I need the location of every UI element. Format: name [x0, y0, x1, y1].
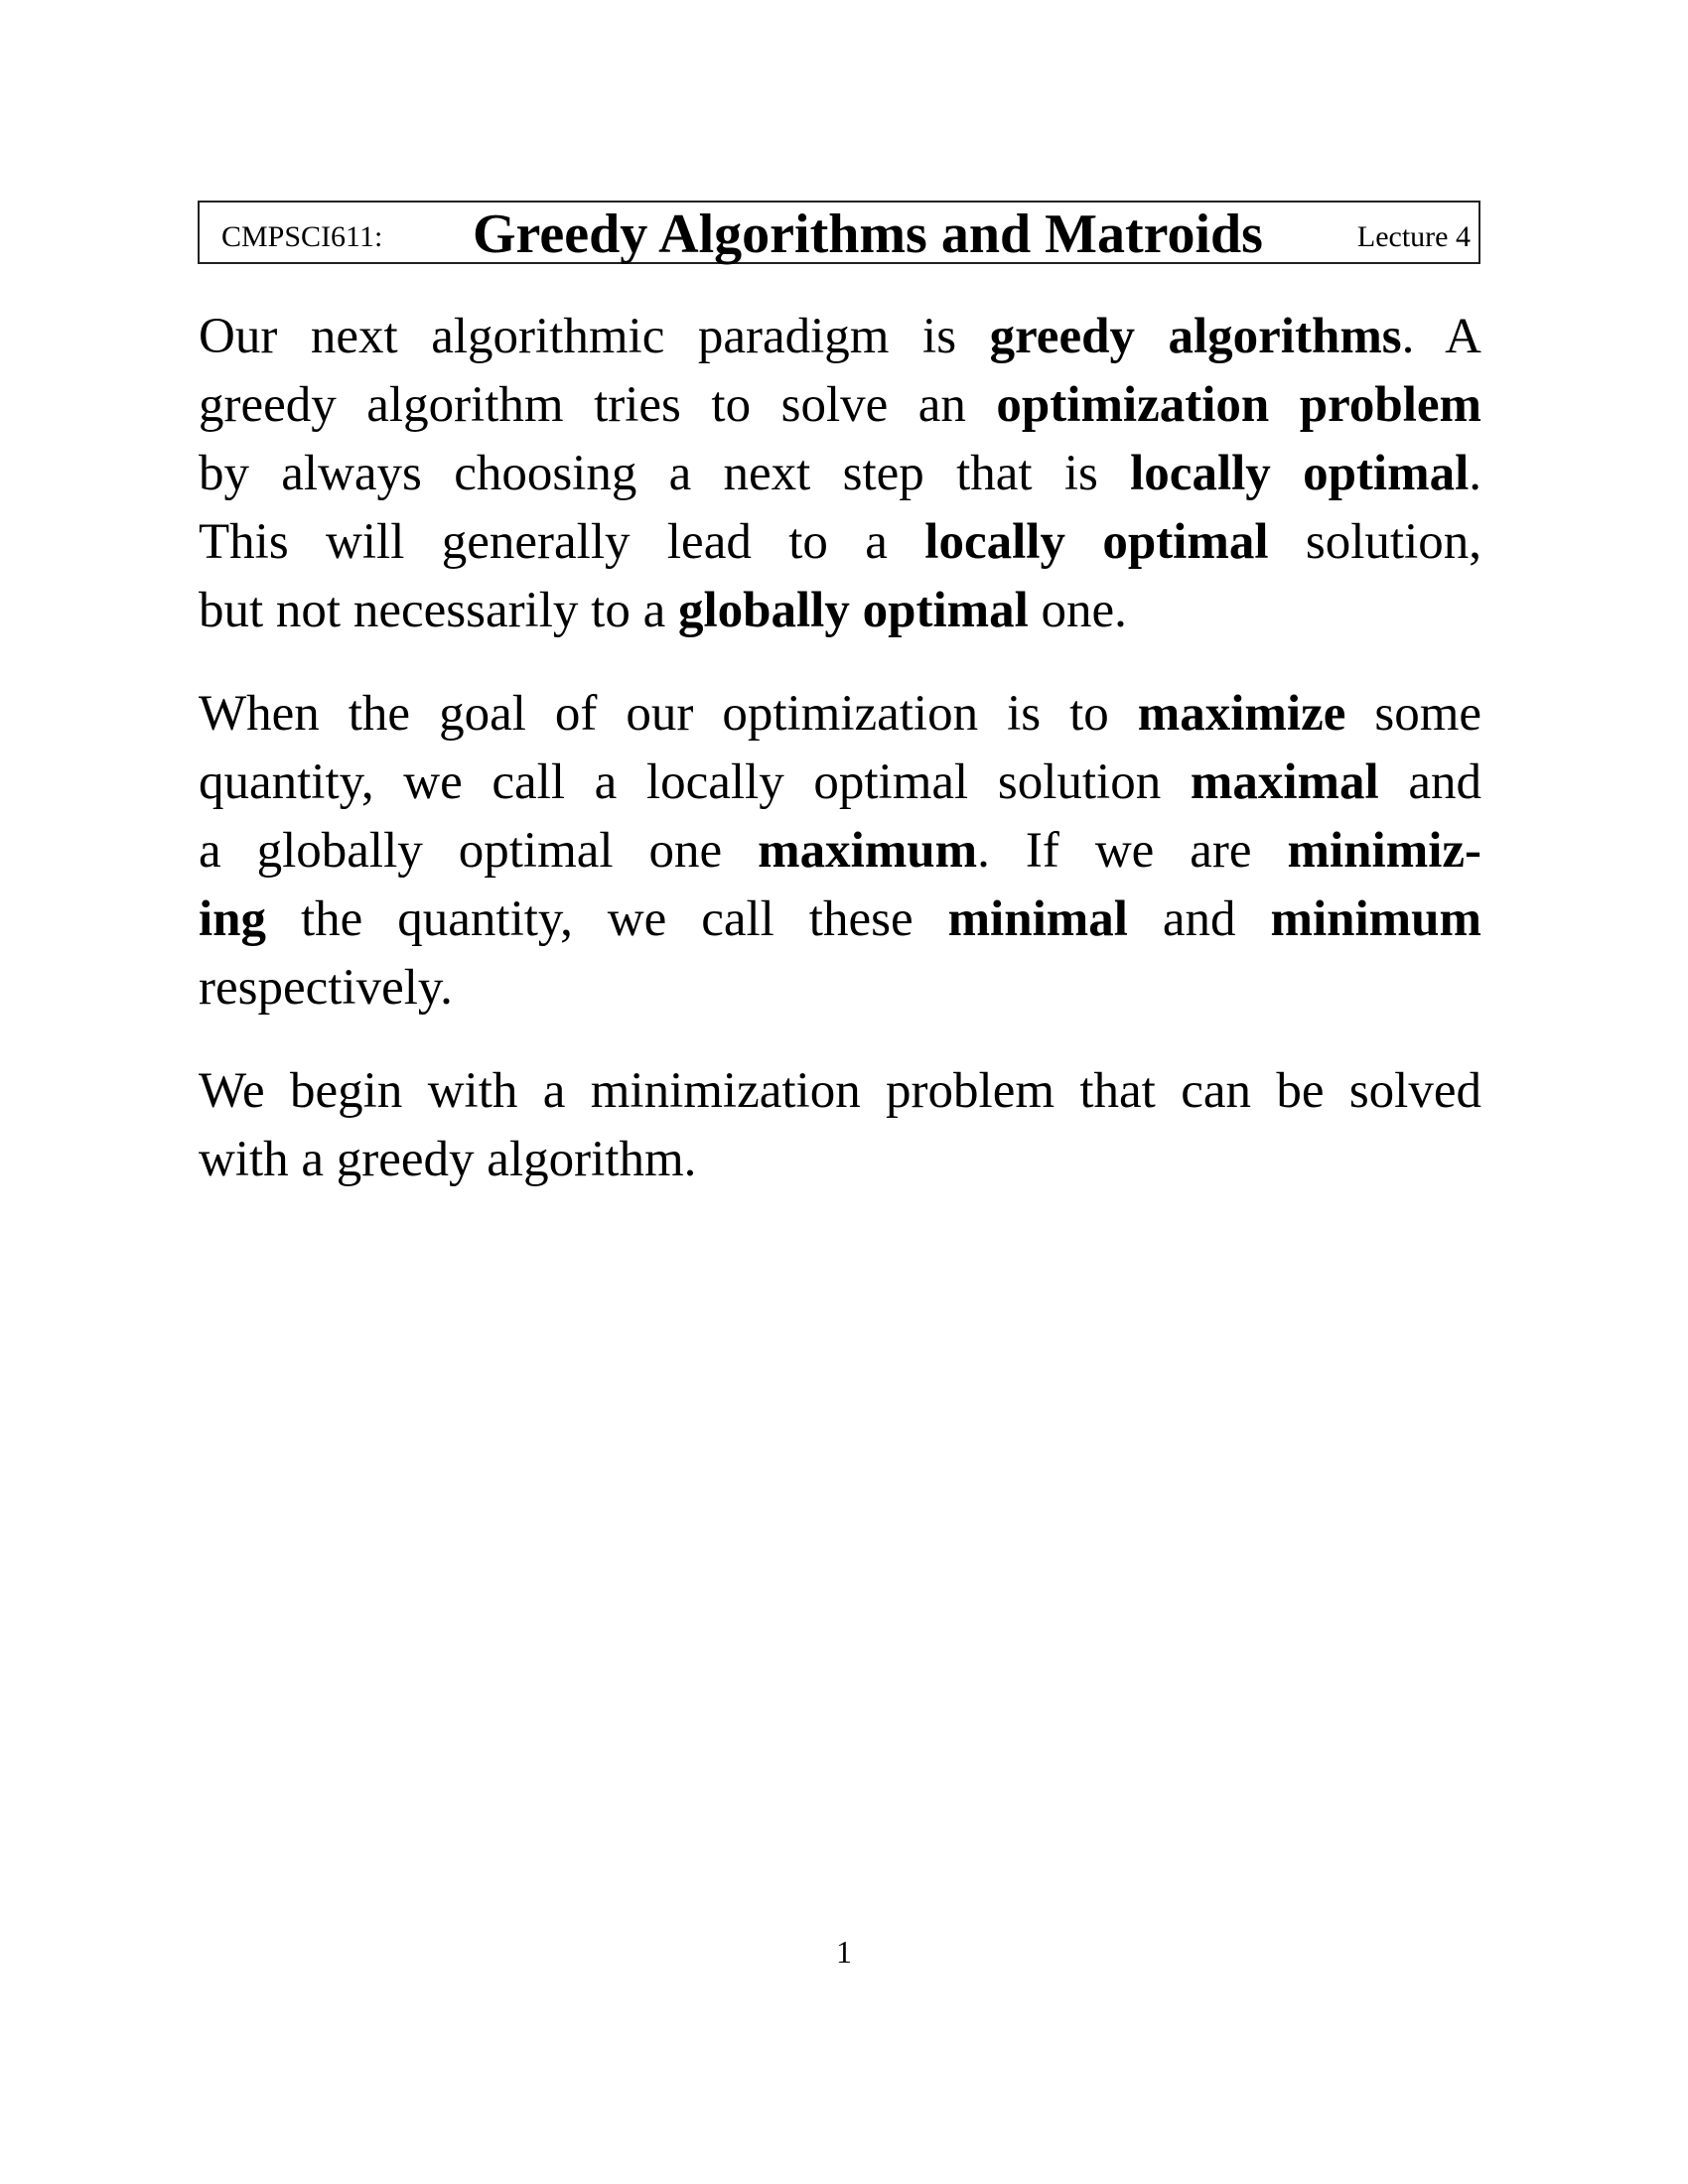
text-line — [199, 749, 1481, 817]
text-line — [199, 817, 1481, 886]
body-text — [199, 303, 1481, 1229]
text-run: with a greedy algorithm. — [199, 1132, 697, 1187]
paragraph — [199, 303, 1481, 645]
text-run: the quantity, we call these — [266, 891, 948, 947]
text-run: but not necessarily to a — [199, 583, 678, 638]
text-run: by always choosing a next step that is — [199, 446, 1131, 501]
text-run: This will generally lead to a — [199, 514, 925, 570]
text-line — [199, 954, 1481, 1023]
text-run: respectively. — [199, 960, 453, 1016]
bold-term: minimum — [1270, 891, 1481, 947]
bold-term: maximal — [1190, 754, 1379, 810]
bold-term: locally optimal — [924, 514, 1269, 570]
text-run: one. — [1028, 583, 1127, 638]
text-line — [199, 886, 1481, 954]
bold-term: globally optimal — [677, 583, 1029, 638]
bold-term: ing — [199, 891, 267, 947]
bold-term: optimization problem — [996, 377, 1481, 433]
lecture-header — [198, 201, 1480, 264]
paragraph — [199, 680, 1481, 1023]
bold-term: maximize — [1137, 686, 1346, 742]
paragraph — [199, 1057, 1481, 1194]
text-line — [199, 508, 1481, 577]
text-run: . A — [1401, 309, 1481, 364]
text-run: and — [1127, 891, 1271, 947]
text-run: a globally optimal one — [199, 823, 759, 879]
text-line — [199, 680, 1481, 749]
text-run: We begin with a minimization problem that can be solved — [199, 1063, 1481, 1119]
text-line — [199, 1057, 1481, 1126]
text-line — [199, 577, 1481, 645]
text-run: some — [1345, 686, 1482, 742]
text-line — [199, 371, 1481, 440]
text-run: and — [1378, 754, 1482, 810]
bold-term: maximum — [758, 823, 978, 879]
text-run: Our next algorithmic paradigm is — [199, 309, 990, 364]
text-line — [199, 303, 1481, 371]
bold-term: locally optimal — [1130, 446, 1470, 501]
text-line — [199, 440, 1481, 508]
bold-term: minimiz- — [1287, 823, 1481, 879]
page-number: 1 — [836, 1934, 852, 1970]
text-run: greedy algorithm tries to solve an — [199, 377, 997, 433]
bold-term: greedy algorithms — [989, 309, 1402, 364]
text-line — [199, 1126, 1481, 1194]
lecture-title: Greedy Algorithms and Matroids — [473, 204, 1263, 265]
lecture-number: Lecture 4 — [1356, 220, 1471, 253]
text-run: When the goal of our optimization is to — [199, 686, 1138, 742]
text-run: solution, — [1268, 514, 1481, 570]
bold-term: minimal — [947, 891, 1128, 947]
text-run: . If we are — [977, 823, 1288, 879]
course-code: CMPSCI611: — [221, 220, 383, 253]
text-run: quantity, we call a locally optimal solution — [199, 754, 1191, 810]
text-run: . — [1469, 446, 1481, 501]
